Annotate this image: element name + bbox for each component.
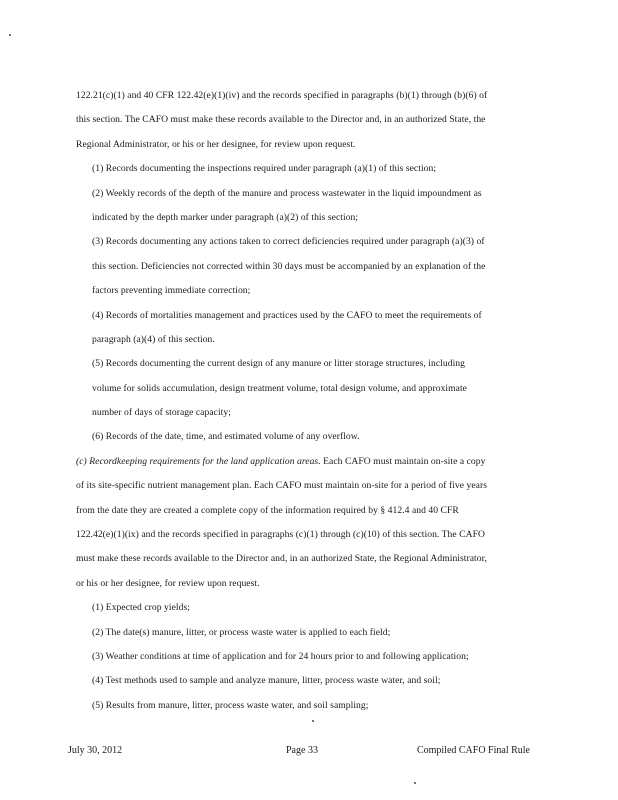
text-line — [76, 230, 532, 254]
footer-document-title: Compiled CAFO Final Rule — [416, 745, 530, 756]
line-text: must make these records available to the Director and, in an authorized State, the Regional Administrator, — [76, 553, 487, 565]
text-line — [76, 523, 532, 547]
text-line — [76, 377, 532, 401]
document-body — [76, 84, 532, 718]
line-text: (1) Records documenting the inspections required under paragraph (a)(1) of this section; — [92, 163, 437, 175]
text-line — [76, 133, 532, 157]
line-text: number of days of storage capacity; — [92, 407, 231, 419]
scan-speck — [9, 34, 11, 36]
line-text: (5) Results from manure, litter, process waste water, and soil sampling; — [92, 699, 369, 711]
line-text: indicated by the depth marker under paragraph (a)(2) of this section; — [92, 211, 359, 223]
line-text: (6) Records of the date, time, and estimated volume of any overflow. — [92, 431, 360, 443]
text-line — [76, 328, 532, 352]
text-line — [76, 206, 532, 230]
text-line — [76, 352, 532, 376]
line-text: volume for solids accumulation, design treatment volume, total design volume, and approximate — [92, 382, 467, 394]
text-line — [76, 547, 532, 571]
line-text: this section. The CAFO must make these records available to the Director and, in an authorized State, the — [76, 114, 486, 126]
text-line — [76, 401, 532, 425]
text-line — [76, 182, 532, 206]
line-text: (1) Expected crop yields; — [92, 602, 190, 614]
line-text: (2) The date(s) manure, litter, or process waste water is applied to each field; — [92, 626, 391, 638]
text-line — [76, 425, 532, 449]
line-text: of its site-specific nutrient management plan. Each CAFO must maintain on-site for a period of five years — [76, 480, 488, 492]
line-text: paragraph (a)(4) of this section. — [92, 333, 215, 345]
text-line — [76, 596, 532, 620]
scan-speck — [312, 720, 314, 722]
line-text: Each CAFO must maintain on-site a copy — [323, 455, 486, 467]
text-line — [76, 108, 532, 132]
line-text: (2) Weekly records of the depth of the manure and process wastewater in the liquid impoundment as — [92, 187, 482, 199]
text-line — [76, 450, 532, 474]
text-line — [76, 255, 532, 279]
text-line — [76, 694, 532, 718]
text-line — [76, 304, 532, 328]
line-text: (3) Weather conditions at time of application and for 24 hours prior to and following application; — [92, 650, 469, 662]
text-line — [76, 84, 532, 108]
text-line — [76, 474, 532, 498]
line-text: (4) Test methods used to sample and analyze manure, litter, process waste water, and soil; — [92, 675, 441, 687]
line-text: this section. Deficiencies not corrected within 30 days must be accompanied by an explanation of the — [92, 260, 486, 272]
text-line — [76, 572, 532, 596]
line-text: from the date they are created a complete copy of the information required by § 412.4 and 40 CFR — [76, 504, 459, 516]
line-text: or his or her designee, for review upon request. — [76, 577, 260, 589]
text-line — [76, 499, 532, 523]
text-line — [76, 669, 532, 693]
line-text: 122.42(e)(1)(ix) and the records specified in paragraphs (c)(1) through (c)(10) of this section. The CAFO — [76, 529, 485, 541]
line-text: Regional Administrator, or his or her designee, for review upon request. — [76, 138, 356, 150]
line-text: (4) Records of mortalities management and practices used by the CAFO to meet the requirements of — [92, 309, 482, 321]
line-text: (5) Records documenting the current design of any manure or litter storage structures, including — [92, 358, 465, 370]
text-line — [76, 279, 532, 303]
scan-speck — [414, 782, 416, 784]
line-text: factors preventing immediate correction; — [92, 285, 251, 297]
page-footer — [68, 743, 530, 759]
footer-date: July 30, 2012 — [68, 745, 123, 756]
line-text: 122.21(c)(1) and 40 CFR 122.42(e)(1)(iv) and the records specified in paragraphs (b)(1) through (b)(6) of — [76, 90, 488, 101]
text-line — [76, 157, 532, 181]
footer-page-number: Page 33 — [286, 745, 318, 756]
text-line — [76, 621, 532, 645]
section-heading: (c) Recordkeeping requirements for the land application areas. — [76, 455, 321, 467]
line-text: (3) Records documenting any actions taken to correct deficiencies required under paragraph (a)(3) of — [92, 236, 485, 248]
text-line — [76, 645, 532, 669]
